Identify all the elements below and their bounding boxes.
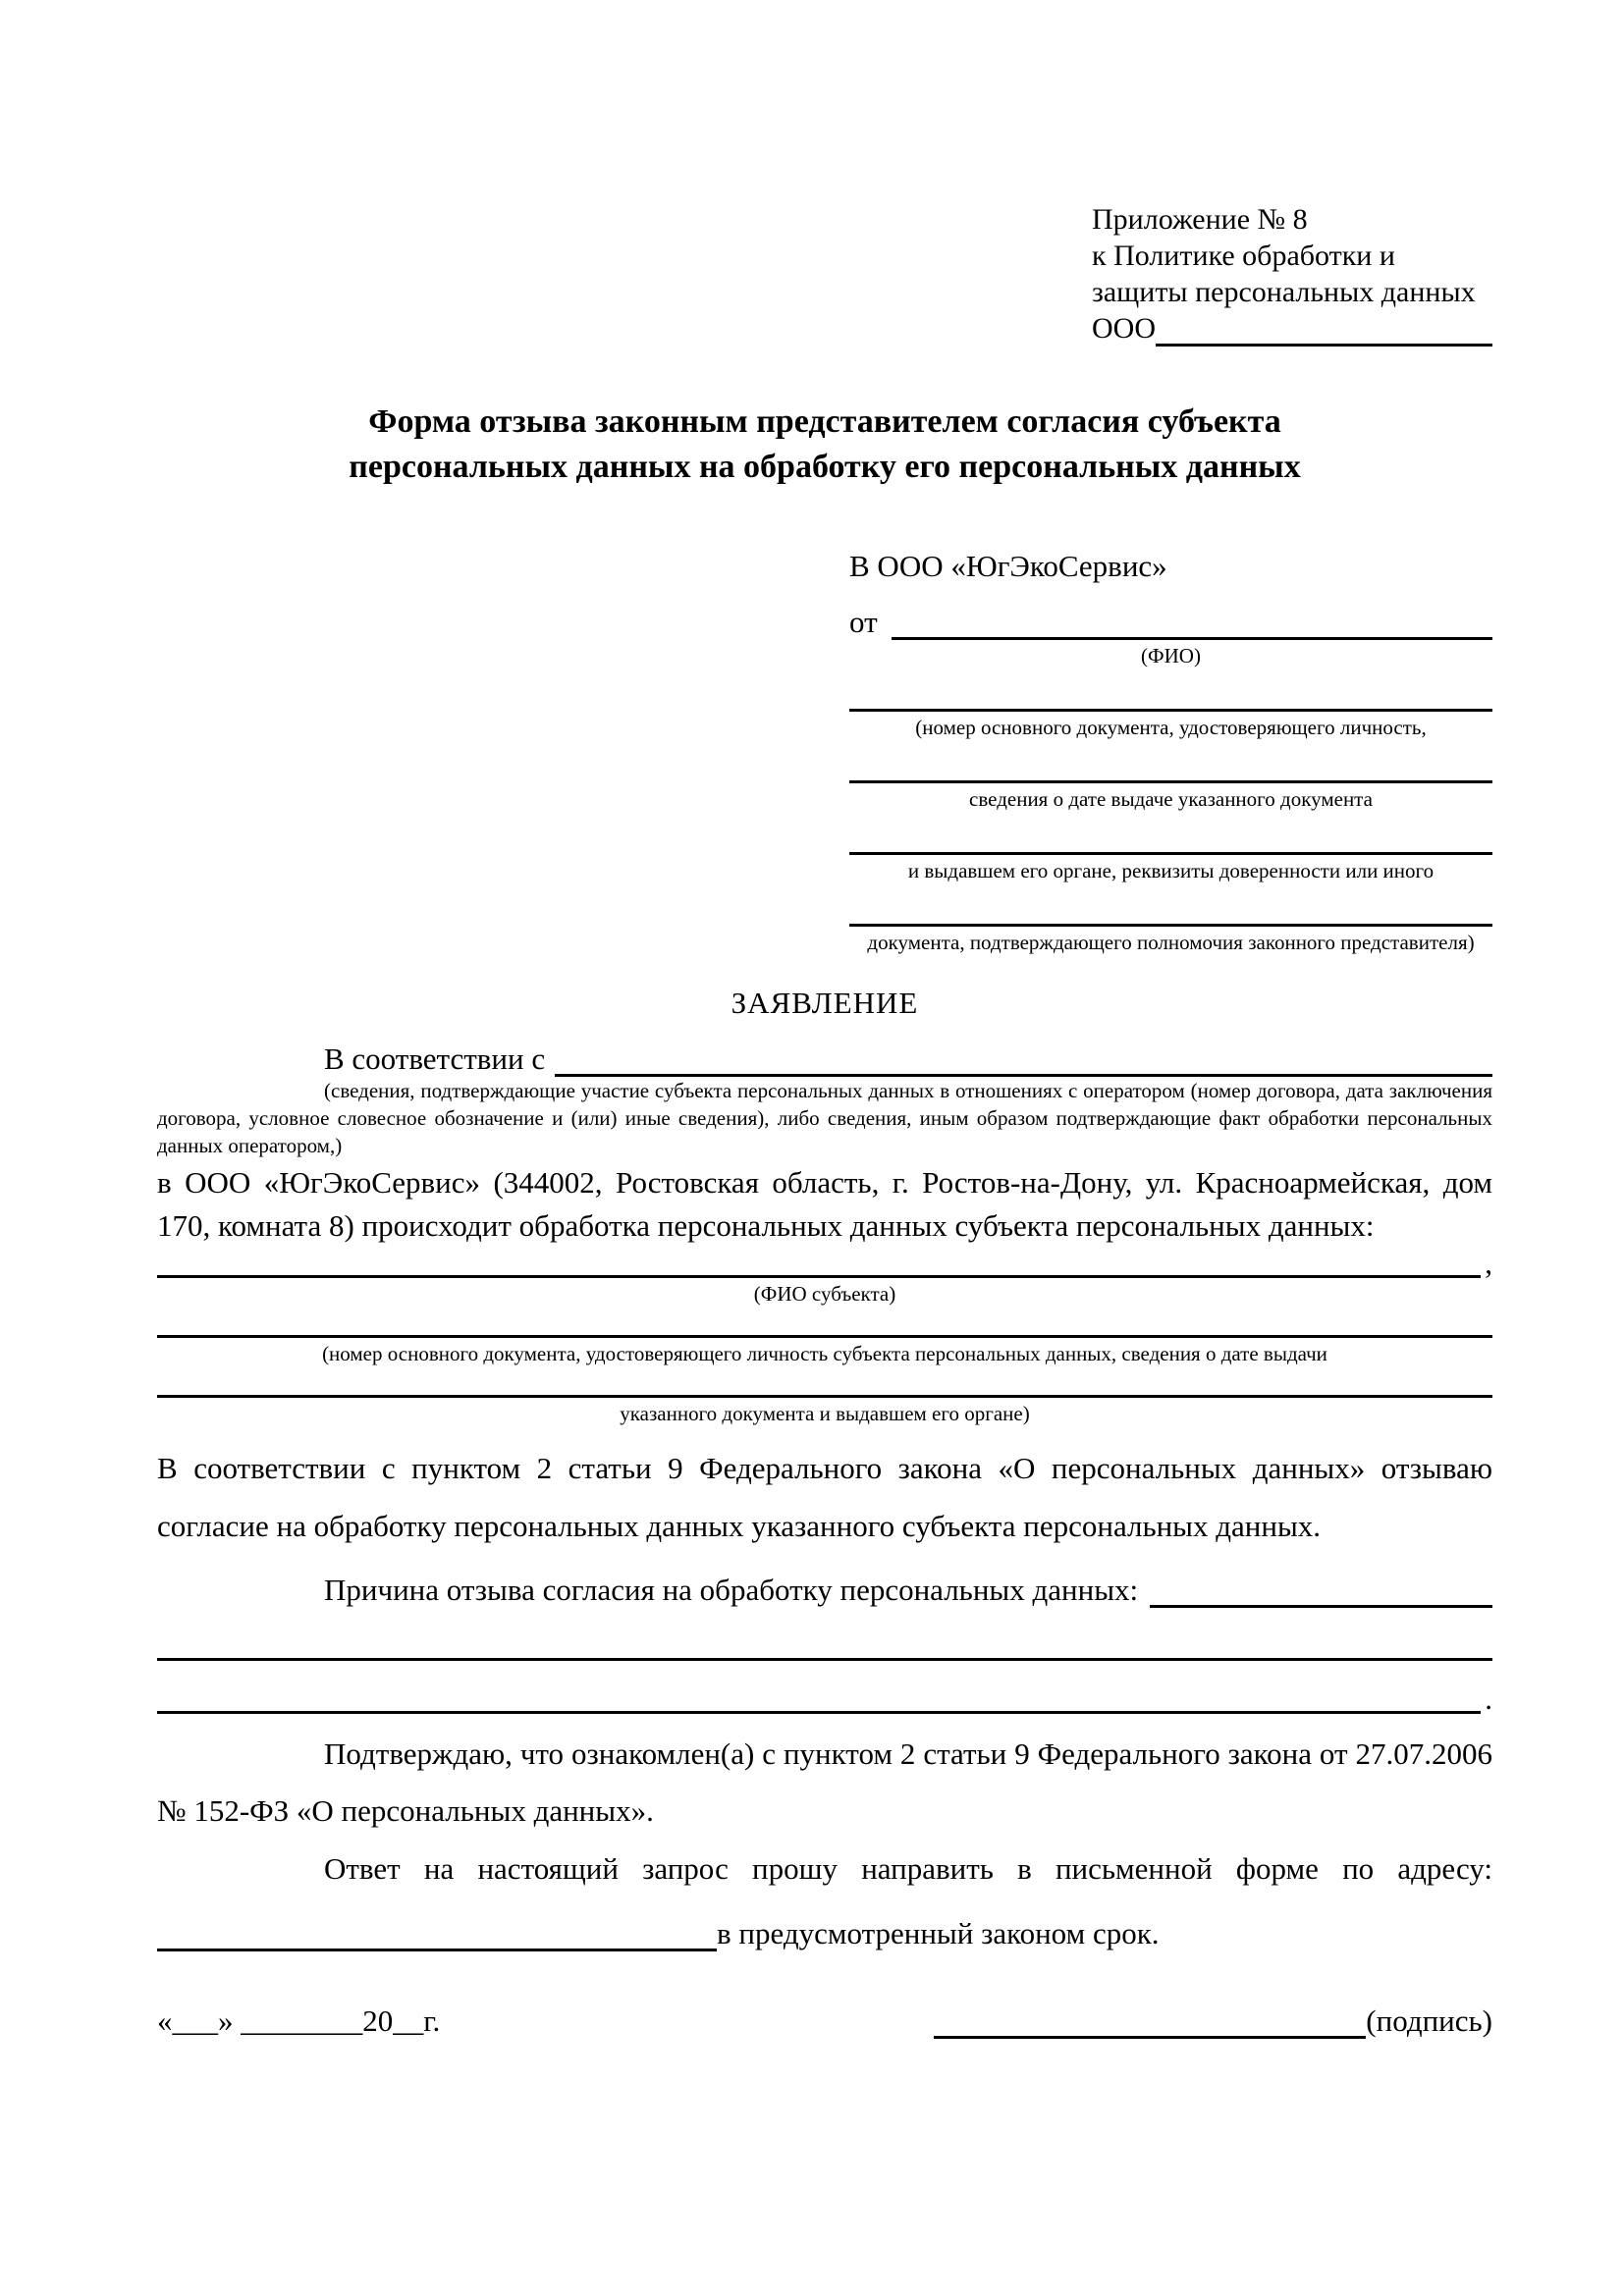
representative-doc-blank-line-3	[849, 813, 1492, 855]
representative-doc-caption-1: (номер основного документа, удостоверяющего личность,	[915, 716, 1427, 739]
appendix-header	[1092, 201, 1492, 347]
form-title: Форма отзыва законным представителем согласия субъекта персональных данных на обработку его персональных данных	[349, 403, 1301, 485]
representative-doc-row-1	[849, 669, 1492, 741]
confirmation-paragraph: Подтверждаю, что ознакомлен(а) с пунктом 2 статьи 9 Федерального закона от 27.07.2006 № 152-ФЗ «О персональных данных».	[157, 1736, 1492, 1828]
subject-doc-blank-line-2	[157, 1367, 1492, 1398]
subject-fio-blank-line	[157, 1248, 1481, 1278]
reason-blank-line-2	[157, 1630, 1492, 1661]
signature-blank-line	[934, 2002, 1366, 2039]
subject-doc-row-1	[157, 1308, 1492, 1338]
according-blank-line	[555, 1035, 1492, 1077]
representative-doc-row-2	[849, 741, 1492, 813]
policy-reference-line1: к Политике обработки и	[1092, 240, 1395, 272]
reply-address-row	[157, 1896, 1492, 1951]
operator-paragraph: в ООО «ЮгЭкоСервис» (344002, Ростовская область, г. Ростов-на-Дону, ул. Красноармейская, дом 170, комната 8) происходит обработка персональных данных субъекта персональных данных:	[157, 1165, 1492, 1243]
signature-caption: (подпись)	[1366, 2003, 1492, 2038]
reason-blank-row-3	[157, 1661, 1492, 1714]
reason-label: Причина отзыва согласия на обработку персональных данных:	[324, 1573, 1139, 1607]
subject-fio-row	[157, 1248, 1492, 1278]
from-row	[849, 596, 1492, 640]
representative-doc-caption-4: документа, подтверждающего полномочия законного представителя)	[867, 931, 1475, 954]
subject-fio-caption: (ФИО субъекта)	[753, 1282, 896, 1306]
according-fine-print: (сведения, подтверждающие участие субъекта персональных данных в отношениях с оператором (номер договора, дата заключения договора, условное словесное обозначение и (или) иные сведения), либо сведения, иным образом подтверждающие факт обработки персональных данных оператором,)	[157, 1079, 1492, 1157]
addressee-to: В ООО «ЮгЭкоСервис»	[849, 549, 1167, 583]
representative-doc-blank-line-4	[849, 884, 1492, 927]
company-name-row	[1092, 310, 1492, 347]
statement-heading: ЗАЯВЛЕНИЕ	[731, 986, 919, 1020]
withdrawal-paragraph: В соответствии с пунктом 2 статьи 9 Федерального закона «О персональных данных» отзываю согласие на обработку персональных данных указанного субъекта персональных данных.	[157, 1451, 1492, 1543]
footer-row	[157, 2002, 1492, 2039]
addressee-block	[849, 549, 1492, 956]
according-prefix: В соответствии с	[324, 1041, 546, 1076]
subject-doc-caption-2: указанного документа и выдавшем его органе)	[620, 1402, 1030, 1425]
representative-doc-blank-line-2	[849, 741, 1492, 783]
subject-doc-row-2	[157, 1367, 1492, 1398]
reply-address-blank-line	[157, 1921, 717, 1951]
reason-row	[157, 1561, 1492, 1608]
reason-blank-row-2	[157, 1608, 1492, 1661]
reason-blank-line-3	[157, 1683, 1481, 1714]
appendix-number: Приложение № 8	[1092, 203, 1308, 236]
company-name-blank-line	[1156, 310, 1492, 347]
representative-doc-row-4	[849, 884, 1492, 956]
reply-request-line: Ответ на настоящий запрос прошу направить в письменной форме по адресу:	[324, 1851, 1492, 1886]
representative-doc-caption-3: и выдавшем его органе, реквизиты доверенности или иного	[907, 859, 1435, 882]
date-blank-line: «___» ________20__г.	[157, 2003, 441, 2038]
representative-doc-caption-2: сведения о дате выдаче указанного документа	[969, 787, 1373, 811]
representative-fio-caption: (ФИО)	[1141, 644, 1201, 667]
from-label: от	[849, 605, 878, 639]
company-prefix: ООО	[1092, 312, 1156, 345]
representative-doc-row-3	[849, 813, 1492, 884]
signature-group	[934, 2002, 1492, 2039]
policy-reference-line2: защиты персональных данных	[1092, 276, 1476, 308]
trailing-period: .	[1485, 1682, 1492, 1716]
trailing-comma: ,	[1485, 1246, 1492, 1280]
reply-suffix: в предусмотренный законом срок.	[717, 1916, 1160, 1950]
subject-doc-caption-1: (номер основного документа, удостоверяющего личность субъекта персональных данных, сведения о дате выдачи	[322, 1342, 1327, 1365]
representative-doc-blank-line-1	[849, 669, 1492, 712]
subject-doc-blank-line-1	[157, 1308, 1492, 1338]
reason-blank-line-1	[1150, 1605, 1492, 1608]
representative-name-blank-line	[892, 596, 1492, 640]
according-row	[157, 1035, 1492, 1077]
